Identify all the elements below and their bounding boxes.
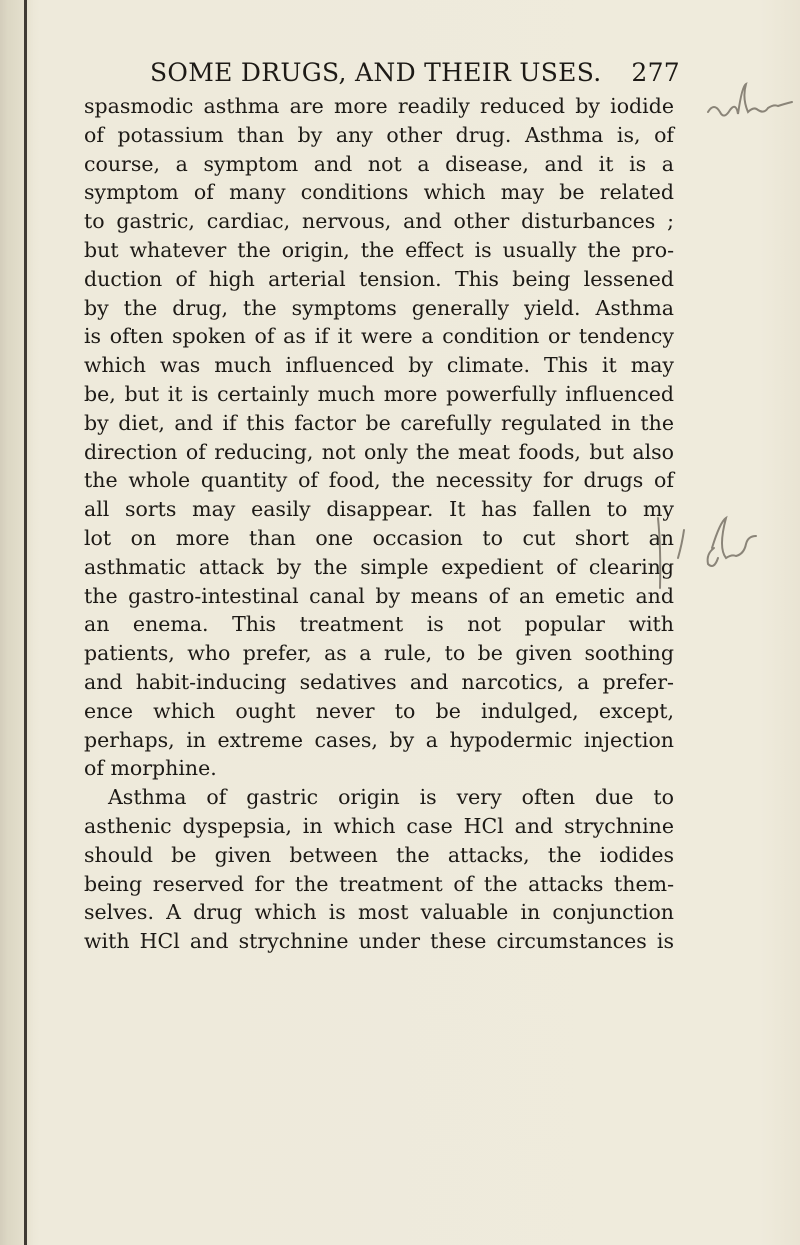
text-line: the whole quantity of food, the necessity for drugs of bbox=[84, 468, 674, 493]
text-line: course, a symptom and not a disease, and it is a bbox=[84, 151, 674, 176]
text-line: being reserved for the treatment of the attacks them- bbox=[84, 871, 674, 896]
text-line: all sorts may easily disappear. It has fallen to my bbox=[84, 497, 674, 522]
text-line: of morphine. bbox=[84, 756, 217, 781]
text-line: Asthma of gastric origin is very often due to bbox=[108, 785, 674, 810]
text-line: of potassium than by any other drug. Asthma is, of bbox=[84, 122, 674, 147]
margin-scribble-icon bbox=[654, 508, 794, 598]
running-head bbox=[150, 58, 680, 92]
page-number: 277 bbox=[631, 58, 680, 87]
text-line: which was much influenced by climate. This it may bbox=[84, 353, 674, 378]
text-line: is often spoken of as if it were a condition or tendency bbox=[84, 324, 674, 349]
text-line: spasmodic asthma are more readily reduced by iodide bbox=[84, 94, 674, 118]
margin-scribble-icon bbox=[690, 80, 800, 140]
text-line: symptom of many conditions which may be related bbox=[84, 180, 674, 205]
text-line: direction of reducing, not only the meat foods, but also bbox=[84, 439, 674, 464]
text-line: and habit-inducing sedatives and narcotics, a prefer- bbox=[84, 669, 674, 694]
text-line: lot on more than one occasion to cut short an bbox=[84, 525, 674, 550]
gutter-line bbox=[24, 0, 27, 1245]
text-line: asthenic dyspepsia, in which case HCl and strychnine bbox=[84, 813, 674, 838]
text-line: be, but it is certainly much more powerfully influenced bbox=[84, 381, 674, 406]
text-line: by diet, and if this factor be carefully regulated in the bbox=[84, 410, 674, 435]
text-line: should be given between the attacks, the iodides bbox=[84, 842, 674, 867]
page-gutter bbox=[0, 0, 34, 1245]
text-line: an enema. This treatment is not popular with bbox=[84, 612, 674, 637]
text-line: selves. A drug which is most valuable in conjunction bbox=[84, 900, 674, 925]
text-line: duction of high arterial tension. This being lessened bbox=[84, 266, 674, 291]
text-line: by the drug, the symptoms generally yield. Asthma bbox=[84, 295, 674, 320]
text-line: the gastro-intestinal canal by means of an emetic and bbox=[84, 583, 674, 608]
text-line: patients, who prefer, as a rule, to be given soothing bbox=[84, 641, 674, 666]
body-text bbox=[84, 92, 674, 956]
text-line: to gastric, cardiac, nervous, and other disturbances ; bbox=[84, 209, 674, 234]
text-line: asthmatic attack by the simple expedient of clearing bbox=[84, 554, 674, 579]
running-head-title: SOME DRUGS, AND THEIR USES. bbox=[150, 58, 602, 87]
text-line: with HCl and strychnine under these circumstances is bbox=[84, 929, 674, 954]
text-line: ence which ought never to be indulged, except, bbox=[84, 698, 674, 723]
text-line: but whatever the origin, the effect is usually the pro- bbox=[84, 237, 674, 262]
text-line: perhaps, in extreme cases, by a hypodermic injection bbox=[84, 727, 674, 752]
